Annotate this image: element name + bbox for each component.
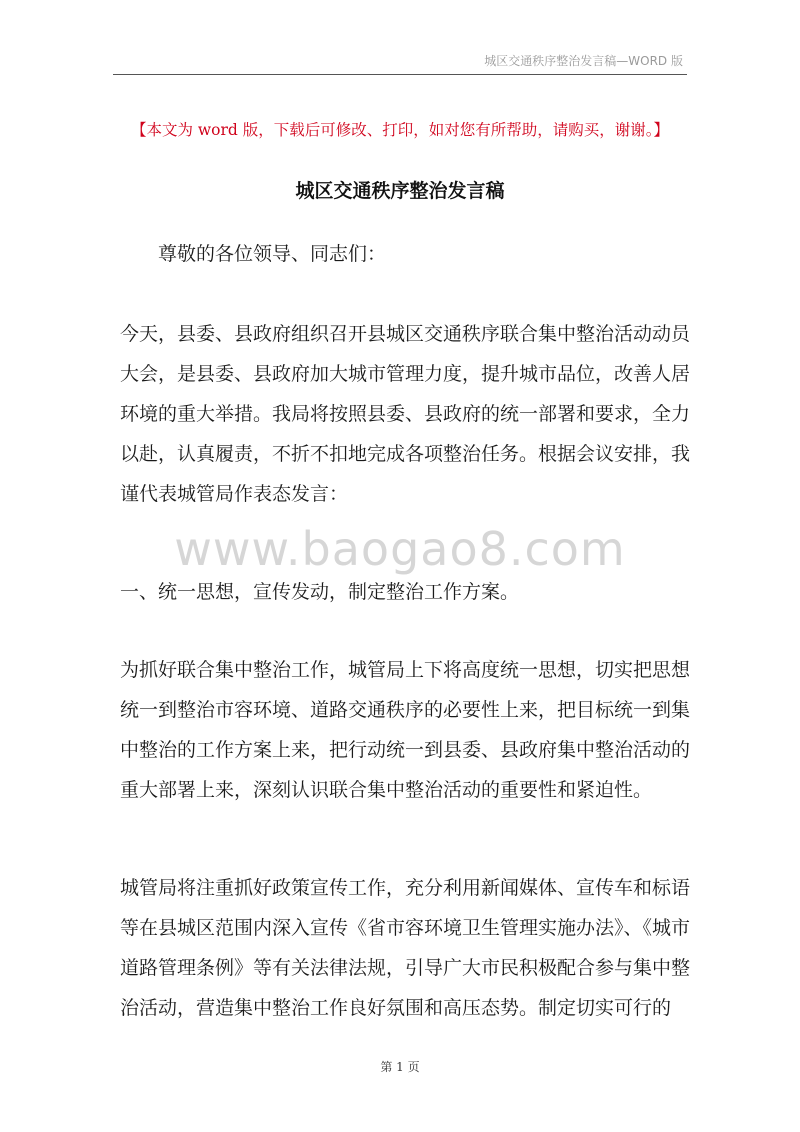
header-divider: [113, 74, 687, 75]
paragraph-3: 城管局将注重抓好政策宣传工作，充分利用新闻媒体、宣传车和标语等在县城区范围内深入宣传《省市容环境卫生管理实施办法》、《城市道路管理条例》等有关法律法规，引导广大市民积极配合参与集中整治活动，营造集中整治工作良好氛围和高压态势。制定切实可行的: [120, 877, 691, 1019]
paragraph-1: 今天，县委、县政府组织召开县城区交通秩序联合集中整治活动动员大会，是县委、县政府加大城市管理力度，提升城市品位，改善人居环境的重大举措。我局将按照县委、县政府的统一部署和要求，全力以赴，认真履责，不折不扣地完成各项整治任务。根据会议安排，我谨代表城管局作表态发言：: [120, 323, 691, 505]
watermark: www.baogao8.com: [174, 522, 626, 576]
purchase-notice: 【本文为 word 版，下载后可修改、打印，如对您有所帮助，请购买，谢谢。】: [130, 121, 670, 139]
running-header: 城区交通秩序整治发言稿—WORD 版: [484, 54, 683, 68]
section-heading-1: 一、统一思想，宣传发动，制定整治工作方案。: [120, 581, 520, 603]
paragraph-2: 为抓好联合集中整治工作，城管局上下将高度统一思想，切实把思想统一到整治市容环境、道路交通秩序的必要性上来，把目标统一到集中整治的工作方案上来，把行动统一到县委、县政府集中整治活动的重大部署上来，深刻认识联合集中整治活动的重要性和紧迫性。: [120, 659, 691, 801]
page-number: 第 1 页: [380, 1060, 420, 1074]
greeting: 尊敬的各位领导、同志们：: [158, 243, 387, 265]
document-title: 城区交通秩序整治发言稿: [295, 180, 505, 202]
